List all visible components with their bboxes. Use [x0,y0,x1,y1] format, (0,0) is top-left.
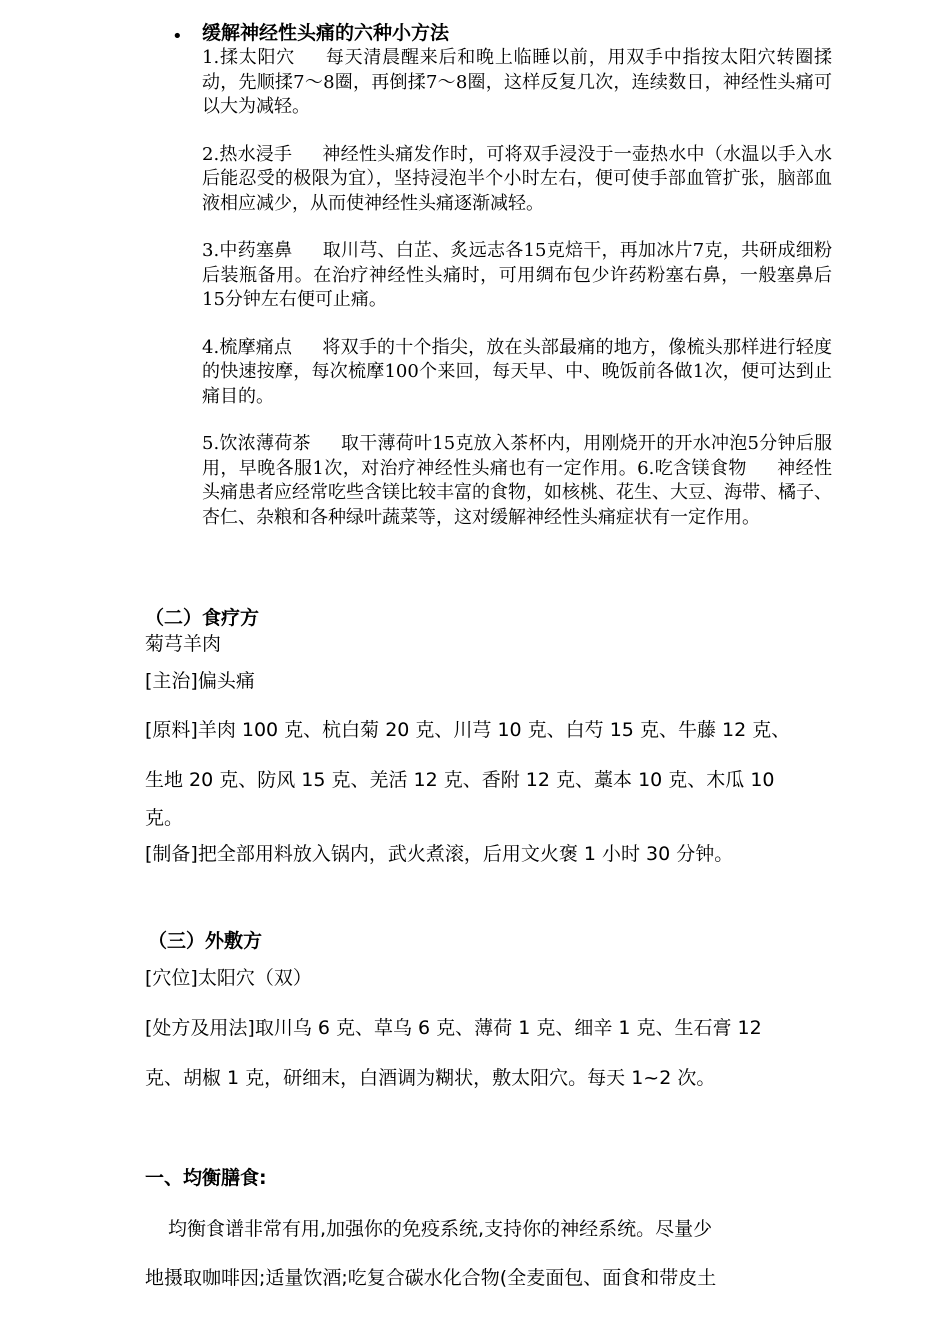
tip-label: 5.饮浓薄荷茶 [202,433,311,454]
tip-body: 神经性头痛发作时，可将双手浸没于一壶热水中（水温以手入水后能忍受的极限为宜），坚持浸泡半个小时左右，便可使手部血管扩张，脑部血液相应减少，从而使神经性头痛逐渐减轻。 [202,143,832,214]
tips-title: 缓解神经性头痛的六种小方法 [202,22,450,44]
tip-item-4 [202,336,832,410]
tip-label: 3.中药塞鼻 [202,240,293,261]
balanced-diet-para-line-2: 地摄取咖啡因;适量饮酒;吃复合碳水化合物(全麦面包、面食和带皮土 [145,1267,717,1289]
diet-therapy-heading: （二）食疗方 [145,607,260,629]
tip-item-2 [202,143,832,217]
tip-body: 将双手的十个指尖，放在头部最痛的地方，像梳头那样进行轻度的快速按摩，每次梳摩100个来回，每天早、中、晚饭前各做1次，便可达到止痛目的。 [202,336,832,407]
tip-label-6: 6.吃含镁食物 [637,457,747,479]
tip-item-5 [202,432,832,530]
external-application-section [148,928,828,954]
bullet-icon: • [172,26,183,47]
ingredients-line-3: 克。 [145,807,184,829]
headache-tips-section [172,20,832,553]
prescription-line-2: 克、胡椒 1 克，研细末，白酒调为糊状，敷太阳穴。每天 1~2 次。 [145,1067,716,1089]
balanced-diet-section [145,1165,825,1191]
preparation-line: [制备]把全部用料放入锅内，武火煮滚，后用文火褒 1 小时 30 分钟。 [145,843,734,865]
tip-label: 2.热水浸手 [202,143,293,165]
ingredients-line-1: [原料]羊肉 100 克、杭白菊 20 克、川芎 10 克、白芍 15 克、牛藤 12 克、 [145,719,791,741]
diet-therapy-section [145,605,825,631]
tip-item-1 [202,46,832,120]
tip-label: 4.梳摩痛点 [202,336,293,358]
indication-line: [主治]偏头痛 [145,670,255,692]
tip-body: 取川芎、白芷、炙远志各15克焙干，再加冰片7克，共研成细粉后装瓶备用。在治疗神经性头痛时，可用绸布包少许药粉塞右鼻，一般塞鼻后15分钟左右便可止痛。 [202,240,832,310]
tip-body: 取干薄荷叶15克放入茶杯内，用刚烧开的开水冲泡5分钟后服用，早晚各服1次，对治疗神经性头痛也有一定作用。 [202,433,832,479]
external-application-heading: （三）外敷方 [148,930,263,952]
dish-name: 菊芎羊肉 [145,633,222,655]
acupoint-line: [穴位]太阳穴（双） [145,967,312,989]
tip-item-3 [202,239,832,313]
prescription-line-1: [处方及用法]取川乌 6 克、草乌 6 克、薄荷 1 克、细辛 1 克、生石膏 12 [145,1017,762,1039]
tip-body-6: 神经性头痛患者应经常吃些含镁比较丰富的食物，如核桃、花生、大豆、海带、橘子、杏仁、杂粮和各种绿叶蔬菜等，这对缓解神经性头痛症状有一定作用。 [202,457,832,528]
balanced-diet-heading: 一、均衡膳食: [145,1167,267,1189]
ingredients-line-2: 生地 20 克、防风 15 克、羌活 12 克、香附 12 克、藁本 10 克、木瓜 10 [145,769,775,791]
tip-label: 1.揉太阳穴 [202,47,296,68]
tip-body: 每天清晨醒来后和晚上临睡以前，用双手中指按太阳穴转圈揉动，先顺揉7～8圈，再倒揉7～8圈，这样反复几次，连续数日，神经性头痛可以大为减轻。 [202,47,832,117]
balanced-diet-para-line-1: 均衡食谱非常有用,加强你的免疫系统,支持你的神经系统。尽量少 [168,1218,713,1240]
